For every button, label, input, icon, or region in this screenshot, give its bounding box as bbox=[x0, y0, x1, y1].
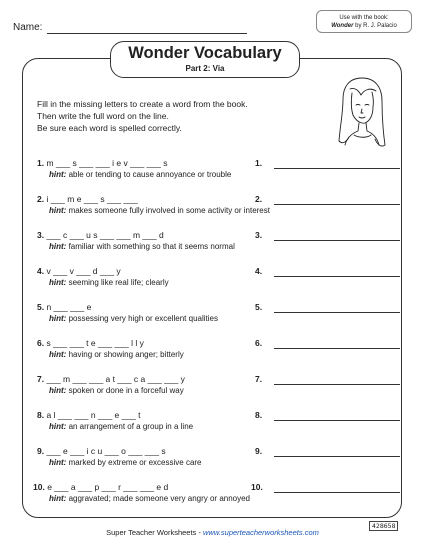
answer-number: 2. bbox=[255, 194, 263, 204]
footer-brand: Super Teacher Worksheets bbox=[106, 528, 197, 537]
answer-number: 6. bbox=[255, 338, 263, 348]
answer-number: 5. bbox=[255, 302, 263, 312]
vocab-item-8 bbox=[37, 410, 407, 442]
item-number: 7. bbox=[37, 374, 45, 384]
book-reference-box bbox=[316, 10, 412, 33]
title-box bbox=[110, 41, 300, 78]
item-number: 6. bbox=[37, 338, 45, 348]
item-number: 5. bbox=[37, 302, 45, 312]
footer-url-link[interactable]: www.superteacherworksheets.com bbox=[202, 528, 319, 537]
vocab-item-4 bbox=[37, 266, 407, 298]
instruction-line: Be sure each word is spelled correctly. bbox=[37, 123, 182, 133]
item-number: 10. bbox=[33, 482, 45, 492]
hint: hint: aggravated; made someone very angry or annoyed bbox=[49, 494, 251, 503]
answer-line[interactable] bbox=[274, 384, 400, 385]
item-number: 9. bbox=[37, 446, 45, 456]
hint-label: hint: bbox=[49, 422, 67, 431]
hint: hint: possessing very high or excellent qualities bbox=[49, 314, 218, 323]
hint: hint: makes someone fully involved in some activity or interest bbox=[49, 206, 270, 215]
item-number: 8. bbox=[37, 410, 45, 420]
letter-pattern: 8. a l ___ ___ n ___ e ___ t bbox=[37, 410, 141, 420]
hint-label: hint: bbox=[49, 314, 67, 323]
item-number: 4. bbox=[37, 266, 45, 276]
page-title: Wonder Vocabulary bbox=[128, 44, 282, 62]
letter-pattern: 4. v ___ v ___ d ___ y bbox=[37, 266, 121, 276]
hint: hint: familiar with something so that it seems normal bbox=[49, 242, 235, 251]
letter-pattern: 6. s ___ ___ t e ___ ___ l l y bbox=[37, 338, 144, 348]
hint-label: hint: bbox=[49, 458, 67, 467]
hint: hint: spoken or done in a forceful way bbox=[49, 386, 184, 395]
hint: hint: seeming like real life; clearly bbox=[49, 278, 169, 287]
item-number: 2. bbox=[37, 194, 45, 204]
page-subtitle: Part 2: Via bbox=[185, 64, 225, 73]
letter-pattern: 1. m ___ s ___ ___ i e v ___ ___ s bbox=[37, 158, 168, 168]
answer-number: 8. bbox=[255, 410, 263, 420]
vocab-item-3 bbox=[37, 230, 407, 262]
vocab-item-9 bbox=[37, 446, 407, 478]
hint: hint: marked by extreme or excessive care bbox=[49, 458, 202, 467]
vocab-item-10 bbox=[33, 482, 407, 514]
name-label: Name: bbox=[13, 22, 43, 33]
use-with-text: Use with the book: bbox=[339, 15, 389, 21]
instruction-line: Then write the full word on the line. bbox=[37, 111, 169, 121]
vocab-item-7 bbox=[37, 374, 407, 406]
book-credit bbox=[317, 22, 411, 30]
answer-line[interactable] bbox=[274, 312, 400, 313]
answer-number: 10. bbox=[251, 482, 263, 492]
vocab-item-5 bbox=[37, 302, 407, 334]
hint-label: hint: bbox=[49, 386, 67, 395]
answer-line[interactable] bbox=[274, 492, 400, 493]
hint: hint: having or showing anger; bitterly bbox=[49, 350, 184, 359]
hint-label: hint: bbox=[49, 278, 67, 287]
answer-line[interactable] bbox=[274, 240, 400, 241]
letter-pattern: 10. e ___ a ___ p ___ r ___ ___ e d bbox=[33, 482, 169, 492]
hint: hint: able or tending to cause annoyance or trouble bbox=[49, 170, 232, 179]
letter-pattern: 2. i ___ m e ___ s ___ ___ bbox=[37, 194, 138, 204]
answer-line[interactable] bbox=[274, 456, 400, 457]
answer-line[interactable] bbox=[274, 204, 400, 205]
letter-pattern: 7. ___ m ___ ___ a t ___ c a ___ ___ y bbox=[37, 374, 185, 384]
instruction-line: Fill in the missing letters to create a word from the book. bbox=[37, 99, 248, 109]
vocab-item-2 bbox=[37, 194, 407, 226]
answer-line[interactable] bbox=[274, 276, 400, 277]
answer-line[interactable] bbox=[274, 168, 400, 169]
item-number: 1. bbox=[37, 158, 45, 168]
book-author: by R. J. Palacio bbox=[355, 23, 397, 29]
instructions bbox=[37, 98, 248, 134]
book-title: Wonder bbox=[331, 23, 354, 29]
hint: hint: an arrangement of a group in a line bbox=[49, 422, 194, 431]
answer-line[interactable] bbox=[274, 420, 400, 421]
answer-line[interactable] bbox=[274, 348, 400, 349]
letter-pattern: 9. ___ e ___ i c u ___ o ___ ___ s bbox=[37, 446, 166, 456]
answer-number: 9. bbox=[255, 446, 263, 456]
answer-number: 1. bbox=[255, 158, 263, 168]
hint-label: hint: bbox=[49, 494, 67, 503]
vocab-item-1 bbox=[37, 158, 407, 190]
vocab-item-6 bbox=[37, 338, 407, 370]
girl-portrait-illustration bbox=[337, 75, 387, 157]
item-number: 3. bbox=[37, 230, 45, 240]
letter-pattern: 5. n ___ ___ e bbox=[37, 302, 92, 312]
name-line[interactable] bbox=[47, 33, 247, 34]
hint-label: hint: bbox=[49, 170, 67, 179]
footer-separator: - bbox=[196, 528, 203, 537]
letter-pattern: 3. ___ c ___ u s ___ ___ m ___ d bbox=[37, 230, 164, 240]
answer-number: 3. bbox=[255, 230, 263, 240]
answer-number: 7. bbox=[255, 374, 263, 384]
footer bbox=[0, 528, 425, 537]
answer-number: 4. bbox=[255, 266, 263, 276]
hint-label: hint: bbox=[49, 206, 67, 215]
worksheet-code: 428658 bbox=[369, 521, 398, 531]
hint-label: hint: bbox=[49, 350, 67, 359]
hint-label: hint: bbox=[49, 242, 67, 251]
